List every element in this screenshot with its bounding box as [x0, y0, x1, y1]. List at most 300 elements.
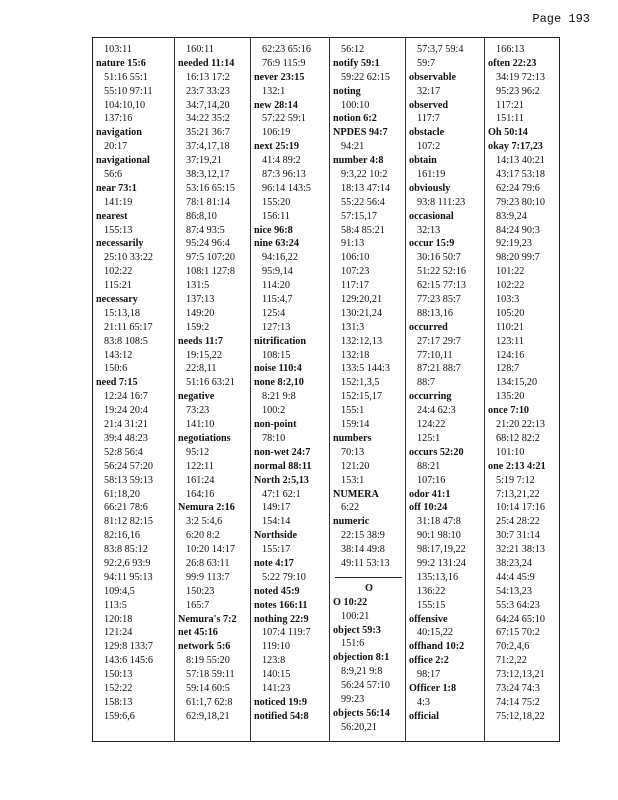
index-column: [330, 38, 406, 741]
page-reference: 32:13: [417, 224, 441, 236]
index-term: notified 54:8: [254, 710, 309, 722]
page-reference: 149:20: [186, 307, 215, 319]
index-term: non-wet 24:7: [254, 446, 311, 458]
index-term: often 22:23: [488, 57, 537, 69]
page-reference: 155:13: [104, 224, 133, 236]
page-reference: 107:23: [341, 266, 370, 278]
index-term: near 73:1: [96, 182, 137, 194]
index-column: [251, 38, 330, 741]
page-reference: 37:19,21: [186, 155, 222, 167]
page-reference: 38:3,12,17: [186, 169, 230, 181]
index-term: Oh 50:14: [488, 127, 528, 139]
page-reference: 57:22 59:1: [262, 113, 306, 125]
page-reference: 79:23 80:10: [496, 196, 545, 208]
page-reference: 34:7,14,20: [186, 99, 230, 111]
page-reference: 141:10: [186, 419, 215, 431]
page-reference: 58:4 85:21: [341, 224, 385, 236]
page-reference: 66:21 78:6: [104, 502, 148, 514]
page-reference: 41:4 89:2: [262, 155, 301, 167]
page-reference: 132:1: [262, 85, 286, 97]
page-reference: 21:4 31:21: [104, 419, 148, 431]
page-reference: 6:22: [341, 502, 360, 514]
page-reference: 125:1: [417, 432, 441, 444]
index-term: occurring: [409, 391, 452, 403]
page-reference: 56:20,21: [341, 721, 377, 733]
page-reference: 12:24 16:7: [104, 391, 148, 403]
page-reference: 120:18: [104, 613, 133, 625]
page-reference: 161:24: [186, 474, 215, 486]
page-reference: 150:13: [104, 669, 133, 681]
page-reference: 155:15: [417, 599, 446, 611]
index-term: numbers: [333, 432, 372, 444]
index-term: need 7:15: [96, 377, 138, 389]
page-reference: 103:11: [104, 44, 132, 55]
index-term: occurs 52:20: [409, 446, 464, 458]
page-reference: 67:15 70:2: [496, 627, 540, 639]
index-term: offhand 10:2: [409, 641, 465, 653]
page-reference: 143:12: [104, 349, 133, 361]
page-reference: 24:4 62:3: [417, 405, 456, 417]
page-reference: 117:21: [496, 99, 524, 111]
page-reference: 127:13: [262, 321, 291, 333]
index-term: off 10:24: [409, 502, 448, 514]
page-reference: 134:15,20: [496, 377, 538, 389]
index-term: net 45:16: [178, 627, 218, 639]
page-reference: 164:16: [186, 488, 215, 500]
page-reference: 18:13 47:14: [341, 182, 390, 194]
page-reference: 136:22: [417, 585, 446, 597]
page-reference: 16:13 17:2: [186, 71, 230, 83]
index-term: official: [409, 710, 439, 722]
page-reference: 25:4 28:22: [496, 516, 540, 528]
page-reference: 74:14 75:2: [496, 696, 540, 708]
page-reference: 30:16 50:7: [417, 252, 461, 264]
index-term: nearest: [96, 210, 128, 222]
page-reference: 150:23: [186, 585, 215, 597]
page-reference: 8:21 9:8: [262, 391, 296, 403]
index-term: network 5:6: [178, 641, 231, 653]
page-reference: 88:21: [417, 460, 441, 472]
page-reference: 23:7 33:23: [186, 85, 230, 97]
page-reference: 10:20 14:17: [186, 544, 235, 556]
page-reference: 83:8 108:5: [104, 335, 148, 347]
page-reference: 121:20: [341, 460, 370, 472]
page-reference: 3:2 5:4,6: [186, 516, 223, 528]
page-reference: 73:24 74:3: [496, 682, 540, 694]
page-reference: 84:24 90:3: [496, 224, 540, 236]
index-term: occurred: [409, 321, 448, 333]
page-reference: 51:16 55:1: [104, 71, 148, 83]
page-reference: 159:2: [186, 321, 210, 333]
page-reference: 58:13 59:13: [104, 474, 153, 486]
page-reference: 99:2 131:24: [417, 557, 466, 569]
page-reference: 55:10 97:11: [104, 85, 153, 97]
page-reference: 159:6,6: [104, 710, 135, 722]
page-reference: 108:15: [262, 349, 291, 361]
page-reference: 70:13: [341, 446, 365, 458]
page-reference: 129:20,21: [341, 294, 383, 306]
page-reference: 137:13: [186, 294, 215, 306]
page-reference: 152:1,3,5: [341, 377, 380, 389]
index-term: number 4:8: [333, 155, 384, 167]
page-reference: 25:10 33:22: [104, 252, 153, 264]
page-reference: 152:22: [104, 682, 133, 694]
page-reference: 152:15,17: [341, 391, 383, 403]
page-reference: 95:23 96:2: [496, 85, 540, 97]
page-reference: 92:19,23: [496, 238, 532, 250]
page-reference: 51:16 63:21: [186, 377, 235, 389]
page-reference: 47:1 62:1: [262, 488, 301, 500]
page-reference: 20:17: [104, 141, 128, 153]
page-reference: 106:19: [262, 127, 291, 139]
page-reference: 31:18 47:8: [417, 516, 461, 528]
page-reference: 155:20: [262, 196, 291, 208]
page-reference: 108:1 127:8: [186, 266, 235, 278]
page-reference: 10:14 17:16: [496, 502, 545, 514]
index-term: occur 15:9: [409, 238, 455, 250]
page-reference: 87:21 88:7: [417, 363, 461, 375]
index-term: nature 15:6: [96, 57, 146, 69]
index-term: observed: [409, 99, 449, 111]
page-reference: 73:23: [186, 405, 210, 417]
index-term: objection 8:1: [333, 652, 390, 664]
page-reference: 119:10: [262, 641, 290, 653]
page-reference: 68:12 82:2: [496, 432, 540, 444]
page-reference: 103:3: [496, 294, 520, 306]
page-reference: 102:22: [496, 280, 525, 292]
page-reference: 107:16: [417, 474, 446, 486]
index-term: negative: [178, 391, 215, 403]
page-reference: 21:20 22:13: [496, 419, 545, 431]
page-reference: 124:22: [417, 419, 446, 431]
page-reference: 39:4 48:23: [104, 432, 148, 444]
index-term: NUMERA: [333, 488, 379, 500]
page-reference: 38:23,24: [496, 557, 532, 569]
index-term: never 23:15: [254, 71, 305, 83]
page-reference: 123:8: [262, 655, 286, 667]
page-reference: 155:1: [341, 405, 365, 417]
page-reference: 123:11: [496, 335, 524, 347]
index-term: Nemura's 7:2: [178, 613, 237, 625]
page-reference: 88:7: [417, 377, 436, 389]
page-reference: 92:2,6 93:9: [104, 557, 151, 569]
page-reference: 93:8 111:23: [417, 196, 466, 208]
page-reference: 59:7: [417, 57, 436, 69]
page-reference: 151:6: [341, 638, 365, 650]
page-reference: 94:21: [341, 141, 365, 153]
page-reference: 62:24 79:6: [496, 182, 540, 194]
page-reference: 107:4 119:7: [262, 627, 311, 639]
page-reference: 34:19 72:13: [496, 71, 545, 83]
index-term: occasional: [409, 210, 454, 222]
index-term: object 59:3: [333, 624, 381, 636]
index-term: noting: [333, 85, 361, 97]
page-reference: 150:6: [104, 363, 128, 375]
page-reference: 96:14 143:5: [262, 182, 311, 194]
page-reference: 100:10: [341, 99, 370, 111]
page-reference: 83:9,24: [496, 210, 527, 222]
page-reference: 40:15,22: [417, 627, 453, 639]
page-reference: 22:15 38:9: [341, 530, 385, 542]
index-term: noted 45:9: [254, 585, 300, 597]
index-column: [485, 38, 561, 741]
page-reference: 5:19 7:12: [496, 474, 535, 486]
page-reference: 19:24 20:4: [104, 405, 148, 417]
page-reference: 95:12: [186, 446, 210, 458]
page-reference: 61:18,20: [104, 488, 140, 500]
page-reference: 8:9,21 9:8: [341, 666, 383, 678]
index-term: noticed 19:9: [254, 696, 307, 708]
page-reference: 43:17 53:18: [496, 169, 545, 181]
index-term: numeric: [333, 516, 370, 528]
page-reference: 55:3 64:23: [496, 599, 540, 611]
page-reference: 99:9 113:7: [186, 571, 230, 583]
page-reference: 117:17: [341, 280, 369, 292]
page-reference: 106:10: [341, 252, 370, 264]
page-reference: 94:11 95:13: [104, 571, 153, 583]
page-reference: 53:16 65:15: [186, 182, 235, 194]
index-term: notion 6:2: [333, 113, 377, 125]
index-term: none 8:2,10: [254, 377, 304, 389]
page-reference: 166:13: [496, 44, 525, 55]
index-term: Officer 1:8: [409, 682, 457, 694]
index-term: navigational: [96, 155, 150, 167]
page-reference: 115:21: [104, 280, 132, 292]
page-reference: 52:8 56:4: [104, 446, 143, 458]
page-reference: 61:1,7 62:8: [186, 696, 233, 708]
page-reference: 125:4: [262, 307, 286, 319]
index-term: NPDES 94:7: [333, 127, 388, 139]
page-reference: 70:2,4,6: [496, 641, 530, 653]
page-reference: 154:14: [262, 516, 291, 528]
page-reference: 56:6: [104, 169, 123, 181]
page-reference: 59:14 60:5: [186, 682, 230, 694]
index-term: notes 166:11: [254, 599, 308, 611]
index-term: next 25:19: [254, 141, 299, 153]
page-reference: 7:13,21,22: [496, 488, 540, 500]
page-reference: 35:21 36:7: [186, 127, 230, 139]
index-term: negotiations: [178, 432, 231, 444]
page-reference: 38:14 49:8: [341, 544, 385, 556]
page-reference: 56:24 57:10: [341, 680, 390, 692]
page-reference: 14:13 40:21: [496, 155, 545, 167]
page-reference: 135:20: [496, 391, 525, 403]
page-reference: 4:3: [417, 696, 431, 708]
page-reference: 22:8,11: [186, 363, 217, 375]
index-term: nine 63:24: [254, 238, 299, 250]
page-reference: 113:5: [104, 599, 127, 611]
page-reference: 54:13,23: [496, 585, 532, 597]
page-reference: 32:17: [417, 85, 441, 97]
page-reference: 27:17 29:7: [417, 335, 461, 347]
page-reference: 77:10,11: [417, 349, 453, 361]
page-reference: 98:17: [417, 669, 441, 681]
page-reference: 86:8,10: [186, 210, 217, 222]
page-reference: 91:13: [341, 238, 365, 250]
page-reference: 56:24 57:20: [104, 460, 153, 472]
page-reference: 98:17,19,22: [417, 544, 466, 556]
page-reference: 78:1 81:14: [186, 196, 230, 208]
page-reference: 59:22 62:15: [341, 71, 390, 83]
page-reference: 149:17: [262, 502, 291, 514]
index-term: O 10:22: [333, 596, 368, 608]
page-reference: 104:10,10: [104, 99, 146, 111]
page-reference: 34:22 35:2: [186, 113, 230, 125]
index-term: odor 41:1: [409, 488, 451, 500]
page-reference: 32:21 38:13: [496, 544, 545, 556]
page-reference: 132:18: [341, 349, 370, 361]
page-reference: 71:2,22: [496, 655, 527, 667]
page-reference: 56:12: [341, 44, 365, 55]
page-reference: 62:15 77:13: [417, 280, 466, 292]
page-reference: 57:3,7 59:4: [417, 44, 464, 55]
page-reference: 124:16: [496, 349, 525, 361]
page-reference: 158:13: [104, 696, 133, 708]
page-reference: 19:15,22: [186, 349, 222, 361]
page-reference: 122:11: [186, 460, 214, 472]
index-term: Northside: [254, 530, 298, 542]
page-reference: 26:8 63:11: [186, 557, 230, 569]
page-reference: 102:22: [104, 266, 133, 278]
index-term: navigation: [96, 127, 142, 139]
page-reference: 8:19 55:20: [186, 655, 230, 667]
page-reference: 160:11: [186, 44, 214, 55]
index-term: non-point: [254, 419, 297, 431]
page-reference: 100:21: [341, 610, 370, 622]
index-term: nitrification: [254, 335, 307, 347]
page-reference: 117:7: [417, 113, 440, 125]
index-column: [406, 38, 485, 741]
page-number: Page 193: [532, 12, 590, 26]
page-reference: 155:17: [262, 544, 291, 556]
index-term: necessarily: [96, 238, 144, 250]
page-reference: 165:7: [186, 599, 210, 611]
page-reference: 128:7: [496, 363, 520, 375]
index-term: North 2:5,13: [254, 474, 309, 486]
index-term: necessary: [96, 294, 138, 306]
page-reference: 114:20: [262, 280, 290, 292]
index-term: new 28:14: [254, 99, 298, 111]
page-reference: 15:13,18: [104, 307, 140, 319]
index-term: one 2:13 4:21: [488, 460, 546, 472]
page-reference: 62:23 65:16: [262, 44, 311, 55]
page-reference: 81:12 82:15: [104, 516, 153, 528]
page-reference: 153:1: [341, 474, 365, 486]
page-reference: 159:14: [341, 419, 370, 431]
page-reference: 88:13,16: [417, 307, 453, 319]
page-reference: 55:22 56:4: [341, 196, 385, 208]
page-reference: 73:12,13,21: [496, 669, 545, 681]
section-divider: [335, 571, 402, 578]
page-reference: 101:10: [496, 446, 525, 458]
page-reference: 37:4,17,18: [186, 141, 230, 153]
page-reference: 105:20: [496, 307, 525, 319]
page-reference: 51:22 52:16: [417, 266, 466, 278]
page-reference: 137:16: [104, 113, 133, 125]
index-term: needs 11:7: [178, 335, 223, 347]
page-reference: 98:20 99:7: [496, 252, 540, 264]
page-reference: 156:11: [262, 210, 290, 222]
page-reference: 129:8 133:7: [104, 641, 153, 653]
page-reference: 21:11 65:17: [104, 321, 153, 333]
index-term: once 7:10: [488, 405, 530, 417]
page-reference: 121:24: [104, 627, 133, 639]
page-reference: 95:24 96:4: [186, 238, 230, 250]
page-reference: 151:11: [496, 113, 524, 125]
index-term: obtain: [409, 155, 437, 167]
page-reference: 94:16,22: [262, 252, 298, 264]
page-reference: 131:5: [186, 280, 210, 292]
page-reference: 6:20 8:2: [186, 530, 220, 542]
page-reference: 109:4,5: [104, 585, 135, 597]
index-column: [175, 38, 251, 741]
page-reference: 49:11 53:13: [341, 557, 390, 569]
page-reference: 110:21: [496, 321, 524, 333]
index-term: Nemura 2:16: [178, 502, 235, 514]
index-term: office 2:2: [409, 655, 449, 667]
index-term: notify 59:1: [333, 57, 380, 69]
page-reference: 100:2: [262, 405, 286, 417]
page-reference: 87:4 93:5: [186, 224, 225, 236]
page-reference: 131:3: [341, 321, 365, 333]
page-reference: 95:9,14: [262, 266, 293, 278]
index-term: objects 56:14: [333, 707, 390, 719]
page-reference: 57:15,17: [341, 210, 377, 222]
page-reference: 62:9,18,21: [186, 710, 230, 722]
index-term: obstacle: [409, 127, 445, 139]
page-reference: 133:5 144:3: [341, 363, 390, 375]
page-reference: 30:7 31:14: [496, 530, 540, 542]
index-term: note 4:17: [254, 557, 294, 569]
page-reference: 101:22: [496, 266, 525, 278]
page-reference: 130:21,24: [341, 307, 383, 319]
page-reference: 135:13,16: [417, 571, 459, 583]
index-term: okay 7:17,23: [488, 141, 543, 153]
page-reference: 107:2: [417, 141, 441, 153]
page-reference: 78:10: [262, 432, 286, 444]
page-reference: 77:23 85:7: [417, 294, 461, 306]
index-column: [93, 38, 175, 741]
page-reference: 115:4,7: [262, 294, 293, 306]
page-reference: 64:24 65:10: [496, 613, 545, 625]
page-reference: 132:12,13: [341, 335, 383, 347]
page-reference: 99:23: [341, 693, 365, 705]
page-reference: 76:9 115:9: [262, 57, 306, 69]
page-reference: 141:19: [104, 196, 133, 208]
index-term: nice 96:8: [254, 224, 293, 236]
index-term: needed 11:14: [178, 57, 235, 69]
page-reference: 90:1 98:10: [417, 530, 461, 542]
index-term: noise 110:4: [254, 363, 302, 375]
index-term: nothing 22:9: [254, 613, 309, 625]
page-reference: 87:3 96:13: [262, 169, 306, 181]
page-reference: 83:8 85:12: [104, 544, 148, 556]
page-reference: 9:3,22 10:2: [341, 169, 388, 181]
page-reference: 143:6 145:6: [104, 655, 153, 667]
index-term: normal 88:11: [254, 460, 312, 472]
index-table: [92, 37, 560, 742]
section-letter: O: [365, 582, 373, 594]
index-term: offensive: [409, 613, 448, 625]
page-reference: 57:18 59:11: [186, 669, 235, 681]
page-reference: 140:15: [262, 669, 291, 681]
index-term: observable: [409, 71, 456, 83]
index-term: obviously: [409, 182, 451, 194]
page-reference: 161:19: [417, 169, 446, 181]
page-reference: 75:12,18,22: [496, 710, 545, 722]
page-reference: 97:5 107:20: [186, 252, 235, 264]
page-reference: 141:23: [262, 682, 291, 694]
